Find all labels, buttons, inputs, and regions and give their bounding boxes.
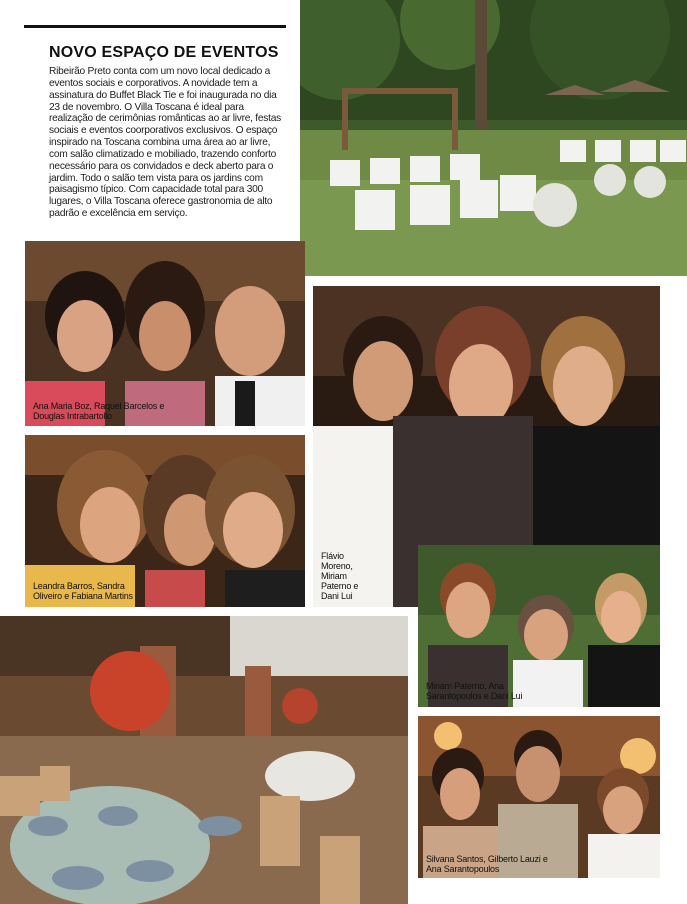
caption-photo-3: Flávio Moreno, Miriam Paterno e Dani Lui	[321, 551, 359, 601]
caption-photo-4: Miriam Paterno, Ana Sarantopoulos e Dani Lui	[426, 681, 523, 701]
garden-ceremony-photo	[300, 0, 687, 276]
caption-photo-1: Ana Maria Boz, Raquel Barcelos e Douglas Intrabartollo	[33, 401, 165, 421]
banquet-hall-photo	[0, 616, 408, 904]
caption-photo-2: Leandra Barros, Sandra Oliveiro e Fabiana Martins	[33, 581, 133, 601]
guests-photo-1	[25, 241, 305, 426]
guests-photo-5	[418, 716, 660, 878]
header-rule	[24, 25, 286, 28]
article-body: Ribeirão Preto conta com um novo local dedicado a eventos sociais e corporativos. A novidade tem a assinatura do Buffet Black Tie e foi inaugurada no dia 23 de novembro. O Villa Toscana é ideal para realização de cerimônias românticas ao ar livre, festas sociais e eventos coorporativos exclusivos. O espaço inspirado na Toscana combina uma área ao ar livre, com salão climatizado e mobiliado, trazendo conforto necessário para os convidados e deck aberto para o jardim. Todo o salão tem vista para os jardins com paisagismo típico. Com capacidade total para 300 lugares, o Villa Toscana oferece gastronomia de alto padrão e excelência em serviço.	[49, 66, 281, 220]
article-title: NOVO ESPAÇO DE EVENTOS	[49, 44, 279, 61]
caption-photo-5: Silvana Santos, Gilberto Lauzi e Ana Sarantopoulos	[426, 854, 548, 874]
guests-photo-2	[25, 435, 305, 607]
guests-photo-4	[418, 545, 660, 707]
